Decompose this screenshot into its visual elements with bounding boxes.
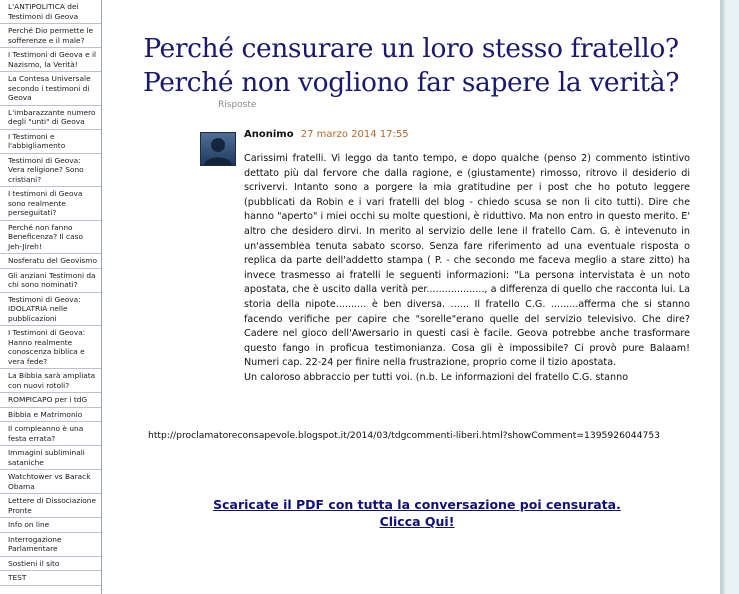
sidebar-item[interactable]	[0, 571, 101, 586]
user-silhouette-icon	[201, 133, 235, 165]
sidebar-item-label[interactable]: Testimoni di Geova: IDOLATRIA nelle pubblicazioni	[8, 294, 81, 323]
sidebar-item[interactable]	[0, 106, 101, 130]
sidebar-item[interactable]	[0, 0, 101, 24]
sidebar-item[interactable]	[0, 369, 101, 393]
sidebar-item-label[interactable]: Info on line	[8, 520, 50, 529]
sidebar-item-label[interactable]: La Bibbia sarà ampliata con nuovi rotoli?	[8, 371, 96, 390]
sidebar-item[interactable]	[0, 494, 101, 518]
sidebar-item-label[interactable]: Perché Dio permette le sofferenze e il male?	[8, 26, 94, 45]
sidebar-item-label[interactable]: I Testimoni e l'abbigliamento	[8, 131, 66, 150]
sidebar-item-label[interactable]: Gli anziani Testimoni da chi sono nominati?	[8, 270, 96, 289]
sidebar-item-label[interactable]: Testimoni di Geova: Vera religione? Sono cristiani?	[8, 155, 84, 184]
sidebar-item-label[interactable]: Perché non fanno Beneficenza? Il caso Jeh-Jireh!	[8, 222, 84, 251]
page-title	[102, 32, 720, 100]
sidebar-item[interactable]	[0, 533, 101, 557]
sidebar-item[interactable]	[0, 408, 101, 423]
comment-date[interactable]: 27 marzo 2014 17:55	[300, 129, 409, 140]
sidebar-item[interactable]	[0, 326, 101, 369]
sidebar-item[interactable]	[0, 154, 101, 188]
sidebar-item-label[interactable]: La Contesa Universale secondo i testimoni di Geova	[8, 74, 91, 102]
sidebar-item[interactable]	[0, 221, 101, 255]
right-gutter	[720, 0, 739, 594]
download-pdf-link[interactable]: Scaricate il PDF con tutta la conversazione poi censurata. Clicca Qui!	[213, 497, 621, 529]
sidebar-item[interactable]	[0, 24, 101, 48]
sidebar-item[interactable]	[0, 293, 101, 327]
sidebar-item[interactable]	[0, 187, 101, 221]
sidebar-item-label[interactable]: I testimoni di Geova sono realmente perseguitati?	[8, 189, 83, 217]
sidebar-item[interactable]	[0, 557, 101, 572]
comment-paragraph: Carissimi fratelli. Vi leggo da tanto tempo, e dopo qualche (penso 2) commento istintivo dettato più dal fervore che dalla ragione, e (giustamente) rimosso, ritrovo il desiderio di scrivervi. Intanto sono a porgere la mia gratitudine per i post che ho potuto leggere (pubblicati da Robin e i vari fratelli del blog - chiedo scusa se non li cito tutti). Dire che hanno "aperto" i miei occhi su molte questioni, è riduttivo. Ma non entro in questo merito. E' altro che desidero dirvi. In merito al servizio delle lene il fratello Cam. G. è intevenuto in un'assemblea tenuta sabato scorso. Senza fare riferimento ad una eventuale risposta o replica da parte dell'addetto stampa ( P. - che secondo me faceva meglio a stare zitto) ha invece trasmesso ai fratelli le seguenti informazioni: "La persona intervistata è un noto apostata, che è uscito dalla verità per..................., a differenza di quello che racconta lui. La storia della nipote.......... è ben diversa. ...... Il fratello C.G. .........afferma che si stanno facendo verifiche per capire che "sorelle"erano quelle del servizio televisivo. Che dire? Cadere nel gioco dell'Awersario in questi casi è facile. Geova potrebbe anche trasformare questo fango in proficua testimonianza. Cosa gli è impossibile? Ci provò pure Balaam! Numeri cap. 22-24 per finire nella frustrazione, proprio come il tizio apostata.	[244, 153, 690, 369]
comment-body	[244, 152, 690, 386]
sidebar-item-label[interactable]: Il compleanno è una festa errata?	[8, 424, 84, 443]
sidebar-item[interactable]	[0, 72, 101, 106]
sidebar-item[interactable]	[0, 48, 101, 72]
comment-author[interactable]: Anonimo	[244, 129, 294, 140]
comment-header	[244, 129, 409, 140]
sidebar-item[interactable]	[0, 269, 101, 293]
sidebar-item-label[interactable]: L'imbarazzante numero degli "unti" di Geova	[8, 107, 96, 126]
main-content	[102, 0, 720, 594]
sidebar-item-label[interactable]: Bibbia e Matrimonio	[8, 409, 83, 419]
sidebar-item-label[interactable]: L'ANTIPOLITICA dei Testimoni di Geova	[8, 2, 79, 21]
sidebar-item-label[interactable]: I Testimoni di Geova: Hanno realmente conoscenza biblica e vera fede?	[8, 328, 86, 366]
sidebar-item[interactable]	[0, 393, 101, 408]
gutter-shade	[721, 0, 726, 594]
sidebar-item[interactable]	[0, 470, 101, 494]
sidebar-item-label[interactable]: Lettere di Dissociazione Pronte	[8, 496, 97, 515]
sidebar-item[interactable]	[0, 518, 101, 533]
sidebar-item[interactable]	[0, 446, 101, 470]
sidebar	[0, 0, 102, 594]
comment-paragraph: Un caloroso abbraccio per tutti voi. (n.b. Le informazioni del fratello C.G. stanno	[244, 371, 629, 383]
sidebar-item-label[interactable]: Immagini subliminali sataniche	[8, 448, 85, 467]
sidebar-item-label[interactable]: Sostieni il sito	[8, 558, 60, 568]
sidebar-item-label[interactable]: I Testimoni di Geova e il Nazismo, la Verità!	[8, 50, 97, 69]
source-url: http://proclamatoreconsapevole.blogspot.it/2014/03/tdgcommenti-liberi.html?showComment=1395926044753	[148, 430, 661, 441]
sidebar-item[interactable]	[0, 130, 101, 154]
sidebar-item[interactable]	[0, 422, 101, 446]
sidebar-item-label[interactable]: Nosferatu del Geovismo	[8, 256, 97, 265]
avatar	[200, 132, 236, 166]
title-line-1: Perché censurare un loro stesso fratello?	[143, 33, 679, 64]
title-line-2: Perché non vogliono far sapere la verità?	[142, 67, 680, 98]
sidebar-item-label[interactable]: TEST	[8, 573, 27, 582]
replies-label: Risposte	[218, 100, 257, 110]
sidebar-item-label[interactable]: Interrogazione Parlamentare	[8, 534, 62, 553]
sidebar-item-label[interactable]: Watchtower vs Barack Obama	[8, 472, 91, 491]
sidebar-item-label[interactable]: ROMPICAPO per i tdG	[8, 395, 88, 404]
sidebar-item[interactable]	[0, 254, 101, 269]
sidebar-list	[0, 0, 101, 586]
